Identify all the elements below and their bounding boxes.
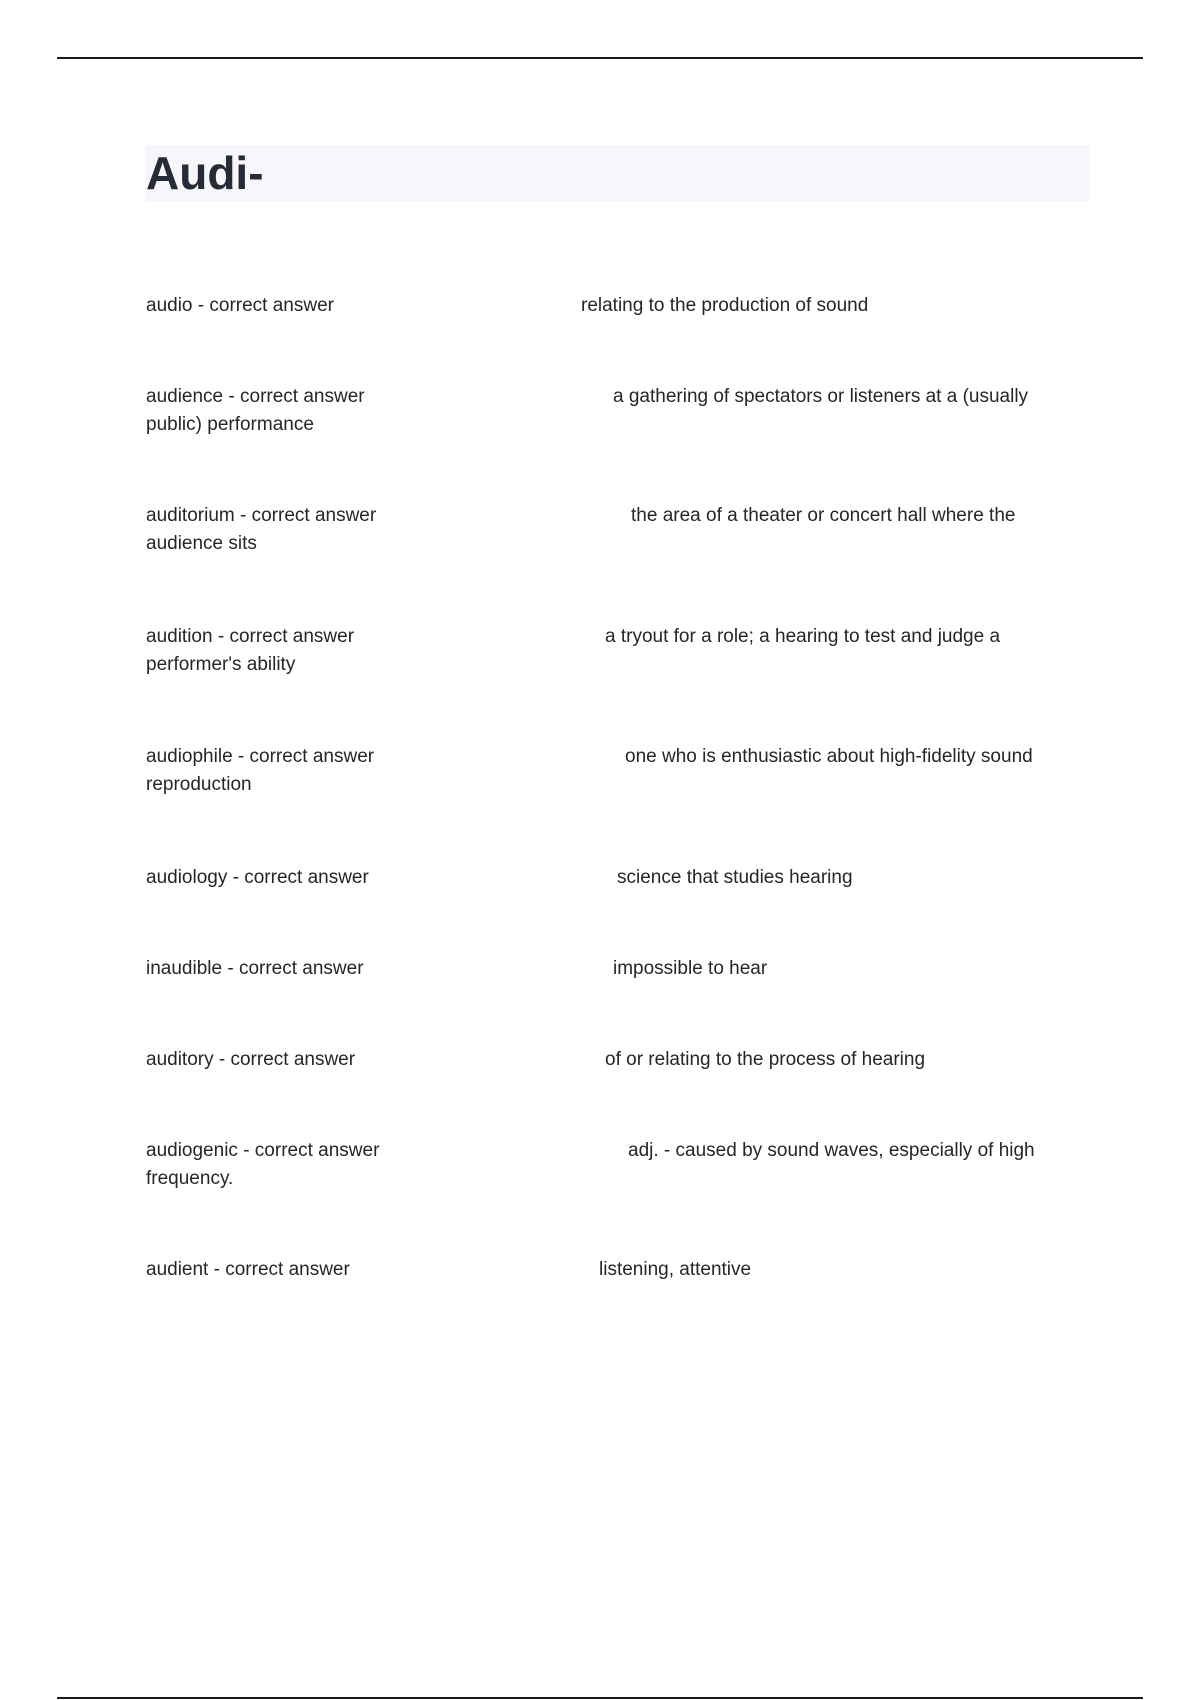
entry-definition: listening, attentive xyxy=(599,1259,752,1280)
entry-definition: of or relating to the process of hearing xyxy=(605,1049,926,1070)
term-text: auditorium - correct answer xyxy=(146,505,377,526)
entry-definition: science that studies hearing xyxy=(617,867,853,888)
term-text: inaudible - correct answer xyxy=(146,958,364,979)
term-continuation: performer's ability xyxy=(146,654,296,675)
entry-definition: one who is enthusiastic about high-fidelity sound xyxy=(625,746,1033,767)
entry-term xyxy=(146,955,364,983)
entry-term xyxy=(146,502,376,558)
entry-term xyxy=(146,623,354,679)
term-text: audiophile - correct answer xyxy=(146,746,375,767)
term-continuation: audience sits xyxy=(146,533,257,554)
title-band xyxy=(145,145,1090,201)
entry-term xyxy=(146,743,374,799)
entry-term xyxy=(146,1256,350,1284)
bottom-rule xyxy=(57,1697,1143,1699)
term-text: audio - correct answer xyxy=(146,295,334,316)
top-rule xyxy=(57,57,1143,59)
entry-definition: relating to the production of sound xyxy=(581,295,869,316)
term-text: audient - correct answer xyxy=(146,1259,350,1280)
term-text: audience - correct answer xyxy=(146,386,365,407)
entry-definition: impossible to hear xyxy=(613,958,768,979)
entry-term xyxy=(146,864,369,892)
entry-term xyxy=(146,383,365,439)
entry-term xyxy=(146,1137,379,1193)
page-title: Audi- xyxy=(146,147,264,199)
entry-definition: adj. - caused by sound waves, especially of high xyxy=(628,1140,1035,1161)
entry-term xyxy=(146,1046,355,1074)
entry-term xyxy=(146,292,334,320)
term-continuation: public) performance xyxy=(146,414,314,435)
term-continuation: reproduction xyxy=(146,774,252,795)
term-text: auditory - correct answer xyxy=(146,1049,356,1070)
term-text: audiology - correct answer xyxy=(146,867,369,888)
entry-definition: the area of a theater or concert hall where the xyxy=(631,505,1016,526)
term-text: audition - correct answer xyxy=(146,626,355,647)
entry-definition: a gathering of spectators or listeners at a (usually xyxy=(613,386,1029,407)
term-text: audiogenic - correct answer xyxy=(146,1140,380,1161)
entry-definition: a tryout for a role; a hearing to test and judge a xyxy=(605,626,1001,647)
term-continuation: frequency. xyxy=(146,1168,234,1189)
